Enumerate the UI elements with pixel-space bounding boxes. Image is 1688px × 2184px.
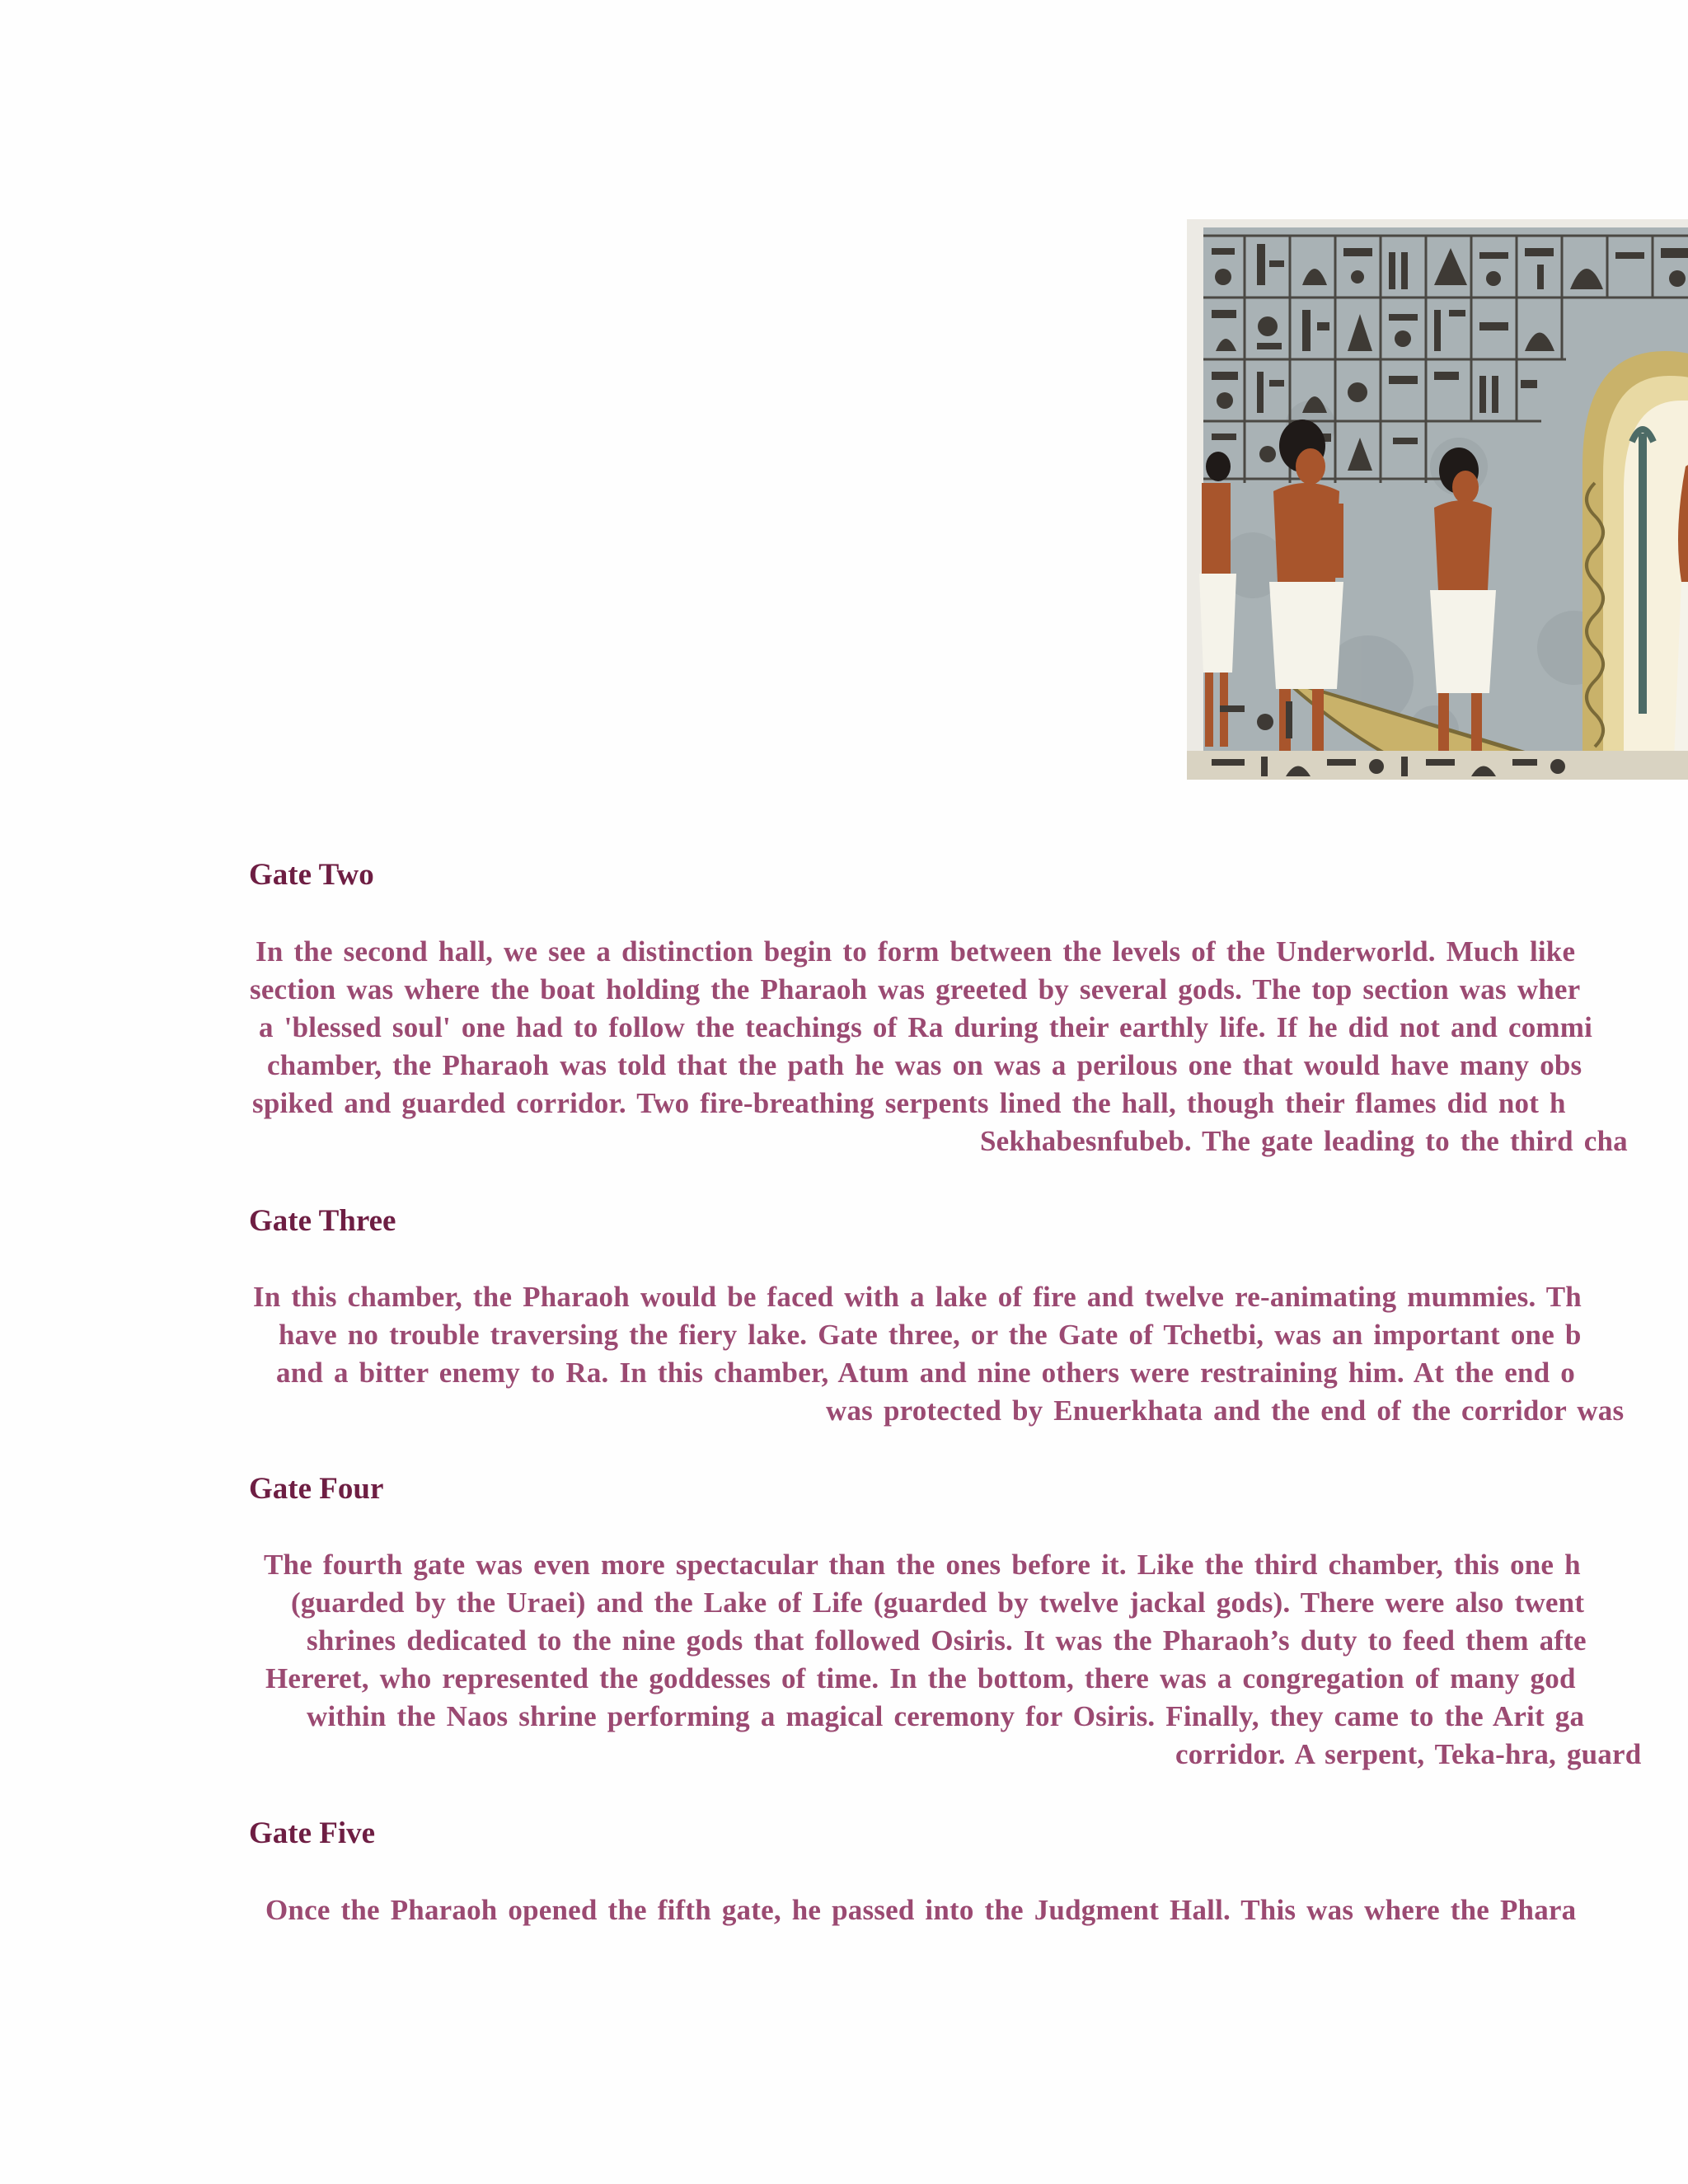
- paragraph-line: In this chamber, the Pharaoh would be faced with a lake of fire and twelve re-animating mummies. Th: [253, 1281, 1582, 1313]
- paragraph-line: Once the Pharaoh opened the fifth gate, he passed into the Judgment Hall. This was where the Phara: [265, 1894, 1577, 1926]
- section-heading: Gate Five: [249, 1816, 376, 1850]
- paragraph-line: Sekhabesnfubeb. The gate leading to the third cha: [980, 1125, 1628, 1157]
- paragraph-line: and a bitter enemy to Ra. In this chamber, Atum and nine others were restraining him. At the end o: [276, 1357, 1576, 1389]
- section-heading: Gate Four: [249, 1472, 384, 1506]
- tomb-painting-icon: [1187, 219, 1688, 780]
- tomb-painting-image: [1187, 219, 1688, 780]
- paragraph-line: have no trouble traversing the fiery lake. Gate three, or the Gate of Tchetbi, was an important one b: [279, 1319, 1582, 1351]
- paragraph-line: corridor. A serpent, Teka-hra, guard: [1175, 1738, 1642, 1770]
- paragraph-line: chamber, the Pharaoh was told that the path he was on was a perilous one that would have many obs: [267, 1049, 1582, 1081]
- section-heading: Gate Two: [249, 858, 374, 892]
- paragraph-line: The fourth gate was even more spectacular than the ones before it. Like the third chamber, this one h: [264, 1549, 1581, 1581]
- paragraph-line: section was where the boat holding the Pharaoh was greeted by several gods. The top section was wher: [250, 973, 1581, 1005]
- paragraph-line: within the Naos shrine performing a magical ceremony for Osiris. Finally, they came to the Arit ga: [307, 1700, 1585, 1732]
- paragraph-line: Hereret, who represented the goddesses of time. In the bottom, there was a congregation of many god: [265, 1662, 1576, 1694]
- section-heading: Gate Three: [249, 1204, 396, 1238]
- paragraph-line: In the second hall, we see a distinction begin to form between the levels of the Underworld. Much like: [256, 935, 1576, 968]
- paragraph-line: was protected by Enuerkhata and the end of the corridor was: [826, 1394, 1625, 1427]
- paragraph-line: shrines dedicated to the nine gods that followed Osiris. It was the Pharaoh’s duty to feed them afte: [307, 1624, 1587, 1657]
- paragraph-line: spiked and guarded corridor. Two fire-breathing serpents lined the hall, though their flames did not h: [252, 1087, 1566, 1119]
- paragraph-line: a 'blessed soul' one had to follow the teachings of Ra during their earthly life. If he did not and commi: [259, 1011, 1593, 1043]
- paragraph-line: (guarded by the Uraei) and the Lake of Life (guarded by twelve jackal gods). There were also twent: [291, 1586, 1585, 1619]
